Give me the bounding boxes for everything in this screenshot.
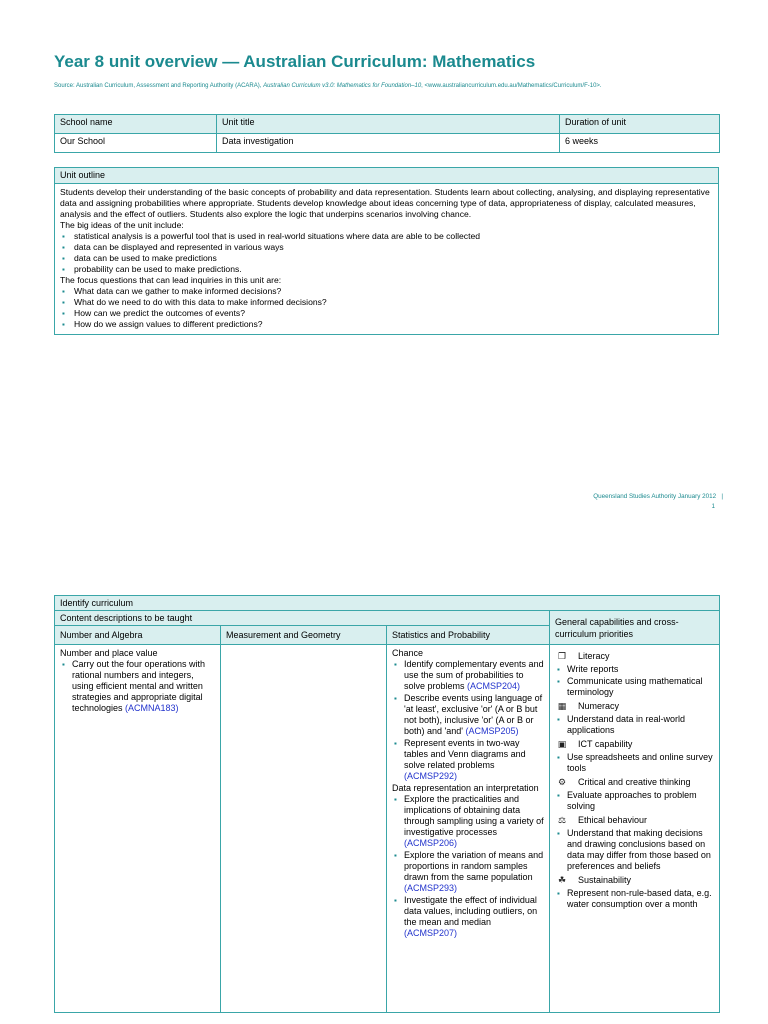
general-capabilities-cell: [550, 645, 720, 1013]
number-algebra-cell: [55, 645, 221, 1013]
list-item: ▪ Represent events in two-way tables and Venn diagrams and solve related problems (ACMSP292): [392, 738, 544, 782]
measurement-geometry-cell: [221, 645, 387, 1013]
duration-header: Duration of unit: [560, 115, 720, 134]
sprout-icon: ☘: [557, 875, 567, 885]
school-info-table: [54, 114, 720, 153]
capability-numeracy: ▦ Numeracy: [555, 701, 714, 712]
content-code: (ACMNA183): [125, 703, 179, 713]
page-footer: [540, 492, 723, 512]
list-item: ▪ What data can we gather to make informed decisions?: [60, 286, 713, 297]
identify-curriculum-table: [54, 595, 720, 1013]
list-item: ▪ Describe events using language of 'at least', exclusive 'or' (A or B but not both), inclusive 'or' (A or B or both) and 'and' (ACMSP205): [392, 693, 544, 737]
number-place-value-heading: Number and place value: [60, 648, 158, 658]
capability-critical-creative-thinking: ⚙ Critical and creative thinking: [555, 777, 714, 788]
page-title: Year 8 unit overview — Australian Curriculum: Mathematics: [54, 52, 536, 71]
focus-questions-list: [60, 286, 713, 330]
unit-outline-heading: Unit outline: [55, 168, 719, 184]
unit-title-header: Unit title: [217, 115, 560, 134]
list-item: ▪ Communicate using mathematical terminology: [555, 676, 714, 698]
list-item: ▪ Explore the practicalities and implications of obtaining data through sampling using a variety of investigative processes (ACMSP206): [392, 794, 544, 849]
list-item: ▪ Identify complementary events and use the sum of probabilities to solve problems (ACMSP204): [392, 659, 544, 692]
list-item: ▪ Represent non-rule-based data, e.g. water consumption over a month: [555, 888, 714, 910]
big-ideas-list: [60, 231, 713, 275]
content-code: (ACMSP207): [404, 928, 458, 938]
big-ideas-label: The big ideas of the unit include:: [60, 220, 184, 230]
content-code: (ACMSP292): [404, 771, 458, 781]
strand-measurement-geometry: Measurement and Geometry: [221, 626, 387, 645]
content-descriptions-heading: Content descriptions to be taught: [55, 611, 550, 626]
list-item: ▪ Carry out the four operations with rational numbers and integers, using efficient mental and written strategies and appropriate digital technologies (ACMNA183): [60, 659, 215, 714]
capability-ict: ▣ ICT capability: [555, 739, 714, 750]
list-item: ▪ statistical analysis is a powerful tool that is used in real-world situations where data are able to be collected: [60, 231, 713, 242]
scales-icon: ⚖: [557, 815, 567, 825]
footer-publisher: Queensland Studies Authority January 2012: [593, 493, 717, 500]
content-code: (ACMSP204): [467, 681, 521, 691]
list-item: ▪ Write reports: [555, 664, 714, 675]
strand-statistics-probability: Statistics and Probability: [387, 626, 550, 645]
list-item: ▪ data can be displayed and represented in various ways: [60, 242, 713, 253]
list-item: ▪ data can be used to make predictions: [60, 253, 713, 264]
school-name-header: School name: [55, 115, 217, 134]
capability-ethical-behaviour: ⚖ Ethical behaviour: [555, 815, 714, 826]
list-item: ▪ Evaluate approaches to problem solving: [555, 790, 714, 812]
source-citation: Source: Australian Curriculum, Assessment and Reporting Authority (ACARA), Australian Curriculum v3.0: Mathematics for Foundation–10, <www.australiancurriculum.edu.au/Mathematics/Curriculum/F-10>.: [54, 83, 602, 89]
list-item: ▪ What do we need to do with this data to make informed decisions?: [60, 297, 713, 308]
numeracy-icon: ▦: [557, 701, 567, 711]
ict-icon: ▣: [557, 739, 567, 749]
unit-outline-table: [54, 167, 719, 335]
duration-value: 6 weeks: [560, 134, 720, 153]
list-item: ▪ Understand data in real-world applications: [555, 714, 714, 736]
focus-questions-label: The focus questions that can lead inquiries in this unit are:: [60, 275, 282, 285]
chance-heading: Chance: [392, 648, 424, 658]
capability-literacy: ❐ Literacy: [555, 651, 714, 662]
list-item: ▪ Explore the variation of means and proportions in random samples drawn from the same population (ACMSP293): [392, 850, 544, 894]
gears-icon: ⚙: [557, 777, 567, 787]
data-representation-heading: Data representation an interpretation: [392, 783, 539, 793]
list-item: ▪ probability can be used to make predictions.: [60, 264, 713, 275]
outline-intro: Students develop their understanding of the basic concepts of probability and data representation. Students learn about collecting, analysing, and displaying representative data and assigning probabilities where appropriate. Students develop knowledge about ideas concerning type of data, appropriateness of display, calculated measures, analysis and the effect of outliers. Students also explore the logic that underpins scenarios involving chance.: [60, 187, 710, 219]
strand-number-algebra: Number and Algebra: [55, 626, 221, 645]
list-item: ▪ Understand that making decisions and drawing conclusions based on data may differ from those based on preferences and beliefs: [555, 828, 714, 872]
footer-separator: |: [721, 493, 723, 500]
school-name-value: Our School: [55, 134, 217, 153]
statistics-probability-cell: [387, 645, 550, 1013]
list-item: ▪ How do we assign values to different predictions?: [60, 319, 713, 330]
unit-outline-body: [55, 184, 719, 335]
capability-sustainability: ☘ Sustainability: [555, 875, 714, 886]
list-item: ▪ Use spreadsheets and online survey tools: [555, 752, 714, 774]
content-code: (ACMSP205): [465, 726, 519, 736]
content-code: (ACMSP293): [404, 883, 458, 893]
identify-curriculum-heading: Identify curriculum: [55, 596, 720, 611]
list-item: ▪ Investigate the effect of individual data values, including outliers, on the mean and median (ACMSP207): [392, 895, 544, 939]
list-item: ▪ How can we predict the outcomes of events?: [60, 308, 713, 319]
footer-page-number: 1: [711, 503, 715, 510]
unit-title-value: Data investigation: [217, 134, 560, 153]
general-capabilities-heading: General capabilities and cross-curriculum priorities: [550, 611, 720, 645]
literacy-icon: ❐: [557, 651, 567, 661]
content-code: (ACMSP206): [404, 838, 458, 848]
